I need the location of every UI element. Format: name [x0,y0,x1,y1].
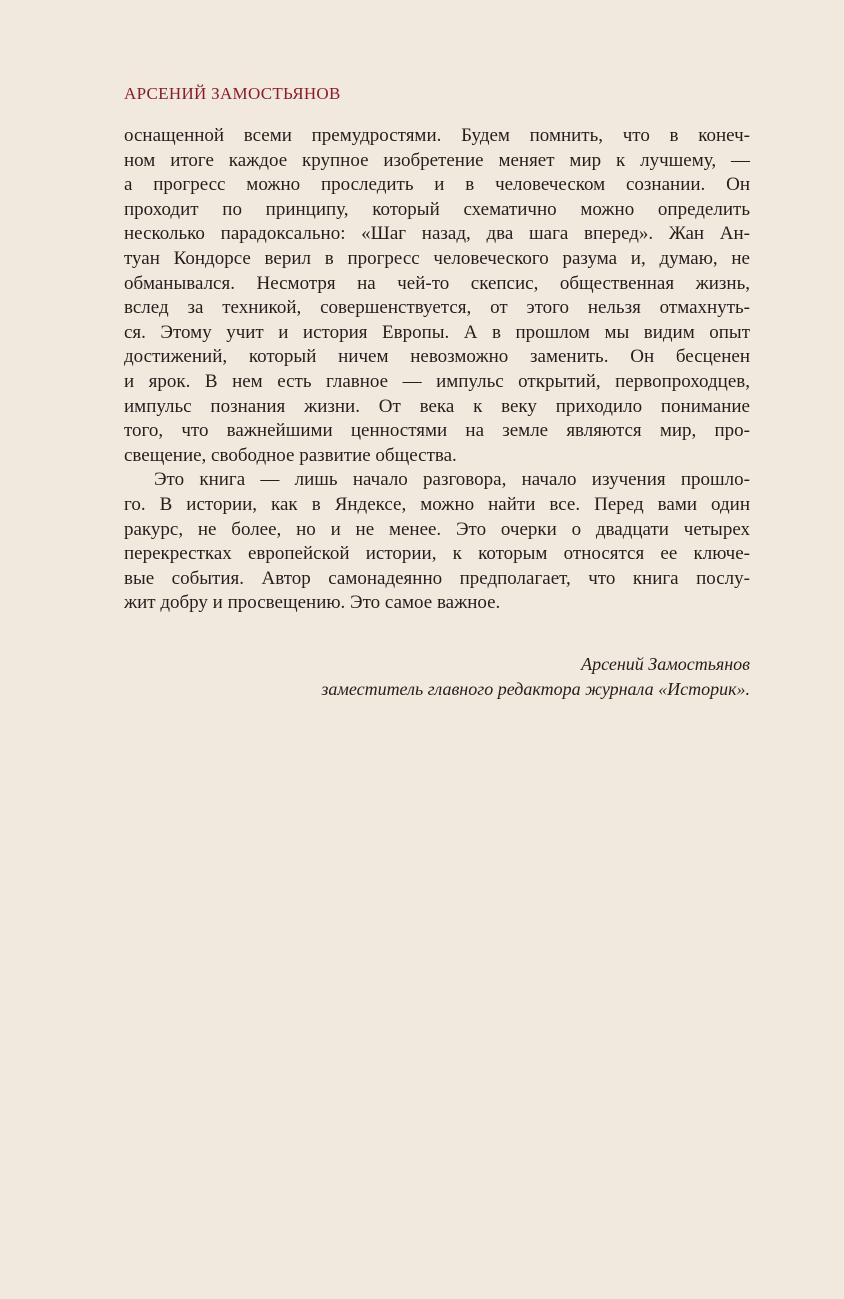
running-head: АРСЕНИЙ ЗАМОСТЬЯНОВ [124,84,341,103]
text-line: несколько парадоксально: «Шаг назад, два шага вперед». Жан Ан- [124,223,750,245]
body-text [124,124,750,616]
author-title: заместитель главного редактора журнала «Историк». [321,679,750,699]
text-line: жит добру и просвещению. Это самое важное. [124,592,501,614]
text-line: а прогресс можно проследить и в человеческом сознании. Он [124,174,750,196]
text-line: вые события. Автор самонадеянно предполагает, что книга послу- [124,567,750,589]
text-line: перекрестках европейской истории, к которым относятся ее ключе- [124,543,750,565]
text-line: оснащенной всеми премудростями. Будем помнить, что в конеч- [124,125,750,146]
text-line: ном итоге каждое крупное изобретение меняет мир к лучшему, — [124,149,750,171]
text-line: достижений, который ничем невозможно заменить. Он бесценен [124,346,750,368]
paragraph-2 [124,468,750,616]
text-line: того, что важнейшими ценностями на земле являются мир, про- [124,420,750,442]
text-line: Это книга — лишь начало разговора, начало изучения прошло- [154,469,750,491]
text-line: го. В истории, как в Яндексе, можно найти все. Перед вами один [124,493,750,515]
text-line: вслед за техникой, совершенствуется, от этого нельзя отмахнуть- [124,297,750,319]
paragraph-1 [124,124,750,468]
text-line: туан Кондорсе верил в прогресс человеческого разума и, думаю, не [124,247,750,269]
text-line: ся. Этому учит и история Европы. А в прошлом мы видим опыт [124,321,750,343]
text-line: обманывался. Несмотря на чей-то скепсис, общественная жизнь, [124,272,750,294]
author-name: Арсений Замостьянов [581,654,750,674]
author-signature [321,652,750,702]
text-line: свещение, свободное развитие общества. [124,444,457,466]
text-line: ракурс, не более, но и не менее. Это очерки о двадцати четырех [124,518,750,540]
text-line: проходит по принципу, который схематично можно определить [124,198,750,220]
text-line: и ярок. В нем есть главное — импульс открытий, первопроходцев, [124,370,750,392]
text-line: импульс познания жизни. От века к веку приходило понимание [124,395,750,417]
